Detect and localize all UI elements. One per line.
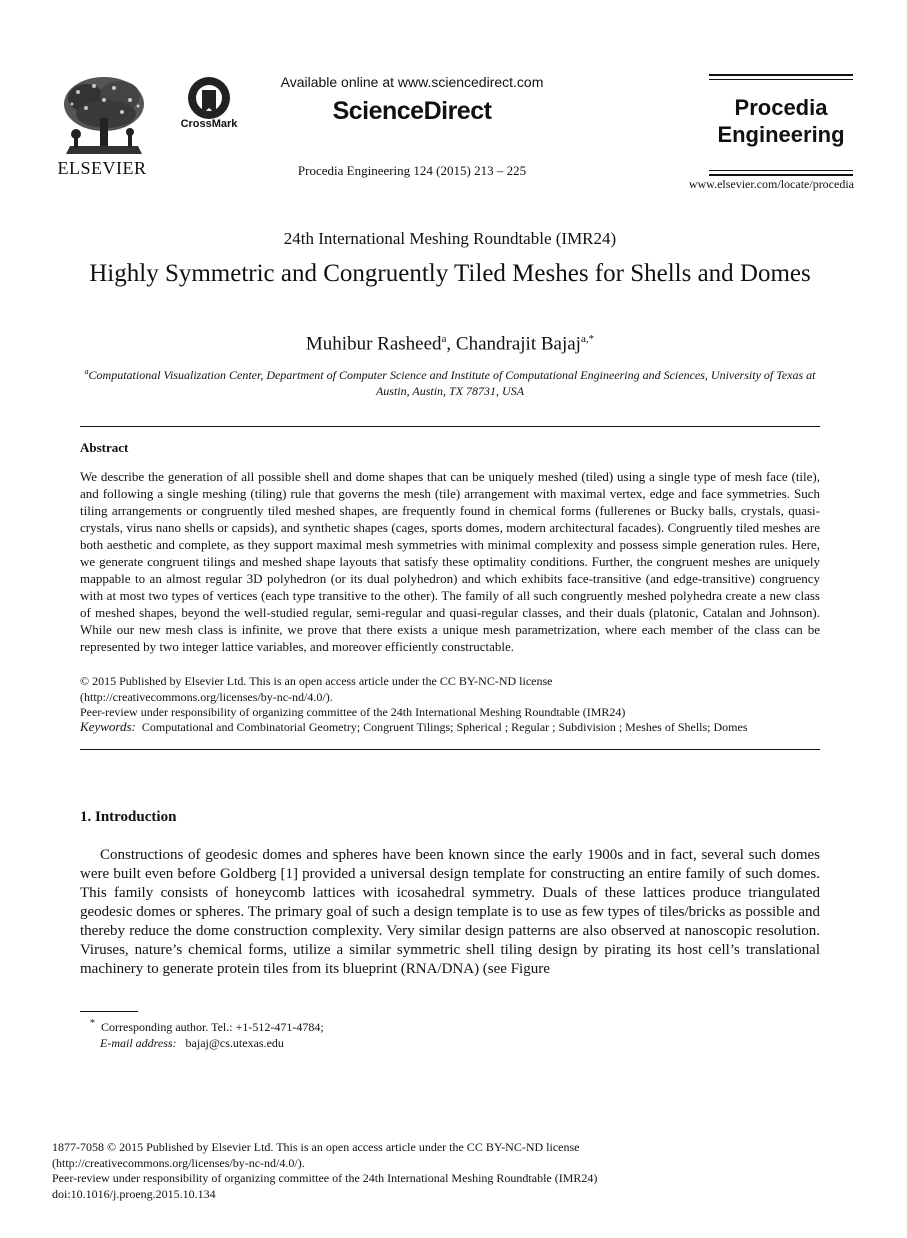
footnote-marker: * [90,1018,95,1029]
abstract-text: We describe the generation of all possible shell and dome shapes that can be uniquely meshed (tiled) using a single type of mesh face (tile), and following a single meshing (tiling) rule that governs the mesh (tile) arrangement with maximal vertex, edge and face symmetries. Such tiling arrangements or congruently tiled meshed shapes, are frequently found in chemical forms (fullerenes or Bucky balls, crystals, quasi-crystals, virus nano shells or capsids), and synthetic shapes (cages, sports domes, modern architectural facades). Congruently tiled meshes are both aesthetic and complete, as they support maximal mesh symmetries with minimal complexity and possess simple generation rules. Here, we generate congruent tilings and meshed shape layouts that satisfy these optimality conditions. Further, the congruent meshes are uniquely mappable to an almost regular 3D polyhedron (or its dual polyhedron) and which exhibits face-transitive (and edge-transitive) congruency with at most two types of vertices (each type transitive to the other). The family of all such congruently meshed polyhedra create a new class of meshed shapes, beyond the well-studied regular, semi-regular and quasi-regular classes, and their duals (platonic, Catalan and Johnson). While our new mesh class is infinite, we prove that there exists a unique mesh parametrization, where each member of the class can be represented by two integer lattice variables, and moreover efficiently constructable. [80,469,820,654]
license-line: © 2015 Published by Elsevier Ltd. This is an open access article under the CC BY-NC-ND license [80,674,553,688]
bottom-license-block [52,1140,812,1202]
elsevier-logo [48,72,156,180]
author-separator: , [446,333,456,355]
journal-title-line1: Procedia [734,95,828,120]
license-url[interactable]: (http://creativecommons.org/licenses/by-nc-nd/4.0/). [80,689,333,704]
license-url[interactable]: (http://creativecommons.org/licenses/by-nc-nd/4.0/). [52,1155,305,1170]
peer-review-note: Peer-review under responsibility of organizing committee of the 24th International Meshing Roundtable (IMR24) [80,705,626,719]
journal-title-line2: Engineering [717,122,845,147]
journal-reference: Procedia Engineering 124 (2015) 213 – 225 [297,163,527,178]
elsevier-tree-icon [56,74,152,158]
email-line [90,1035,690,1051]
peer-review-note: Peer-review under responsibility of organizing committee of the 24th International Meshing Roundtable (IMR24) [52,1171,598,1185]
keywords [80,719,820,735]
keywords-label: Keywords: [80,719,136,734]
introduction-text: Constructions of geodesic domes and spheres have been known since the early 1900s and in fact, several such domes were built even before Goldberg [1] provided a universal design template for constructing an entire family of such domes. This family consists of honeycomb lattices with icosahedral symmetry. Duals of these lattices produce triangulated geodesic domes or spheres. The primary goal of such a design template is to use as few types of tiles/bricks as possible and thereby reduce the dome construction complexity. Very similar design patterns are also observed at nanoscopic resolution. Viruses, nature’s chemical forms, utilize a similar symmetric shell tiling design by pirating its host cell’s translational machinery to generate protein tiles from its blueprint (RNA/DNA) (see Figure [80,847,820,977]
introduction-heading: 1. Introduction [80,809,177,825]
section-divider [80,426,820,427]
abstract-heading: Abstract [80,440,129,455]
footnote [90,1016,690,1051]
conference-name: 24th International Meshing Roundtable (IMR24) [283,229,617,248]
section-divider [80,749,820,750]
author-list [60,333,840,355]
author-affiliation-mark: a [441,333,447,345]
sciencedirect-logo: ScienceDirect [332,97,492,125]
affiliation-mark: a [84,367,89,376]
corresponding-author-note [90,1016,690,1035]
publisher-name: ELSEVIER [57,158,147,178]
journal-box-rule [709,174,853,176]
journal-title-box [709,74,853,180]
corresponding-author-text: Corresponding author. Tel.: +1-512-471-4784; [101,1020,324,1034]
author-name: Muhibur Rasheed [305,333,442,355]
abstract-license [80,674,820,721]
crossmark-label[interactable]: CrossMark [180,118,238,130]
journal-box-rule [709,170,853,171]
issn-line: 1877-7058 © 2015 Published by Elsevier Ltd. This is an open access article under the CC BY-NC-ND license [52,1140,580,1154]
journal-box-rule [709,79,853,80]
journal-url[interactable]: www.elsevier.com/locate/procedia [688,177,854,191]
keywords-list: Computational and Combinatorial Geometry; Congruent Tilings; Spherical ; Regular ; Subdivision ; Meshes of Shells; Domes [141,720,748,734]
footnote-rule [80,1011,138,1012]
author-name: Chandrajit Bajaj [455,333,581,355]
email-address[interactable]: bajaj@cs.utexas.edu [185,1036,284,1050]
author-affiliation-mark: a,* [580,333,595,345]
paper-title: Highly Symmetric and Congruently Tiled Meshes for Shells and Domes [89,260,811,287]
available-online-text[interactable]: Available online at www.sciencedirect.com [280,74,544,90]
affiliation-text: Computational Visualization Center, Department of Computer Science and Institute of Computational Engineering and Sciences, University of Texas at Austin, Austin, TX 78731, USA [88,368,816,398]
journal-box-rule [709,74,853,76]
affiliation [82,364,818,399]
email-label: E-mail address: [100,1036,177,1050]
journal-title [709,94,853,148]
doi[interactable]: doi:10.1016/j.proeng.2015.10.134 [52,1186,216,1201]
